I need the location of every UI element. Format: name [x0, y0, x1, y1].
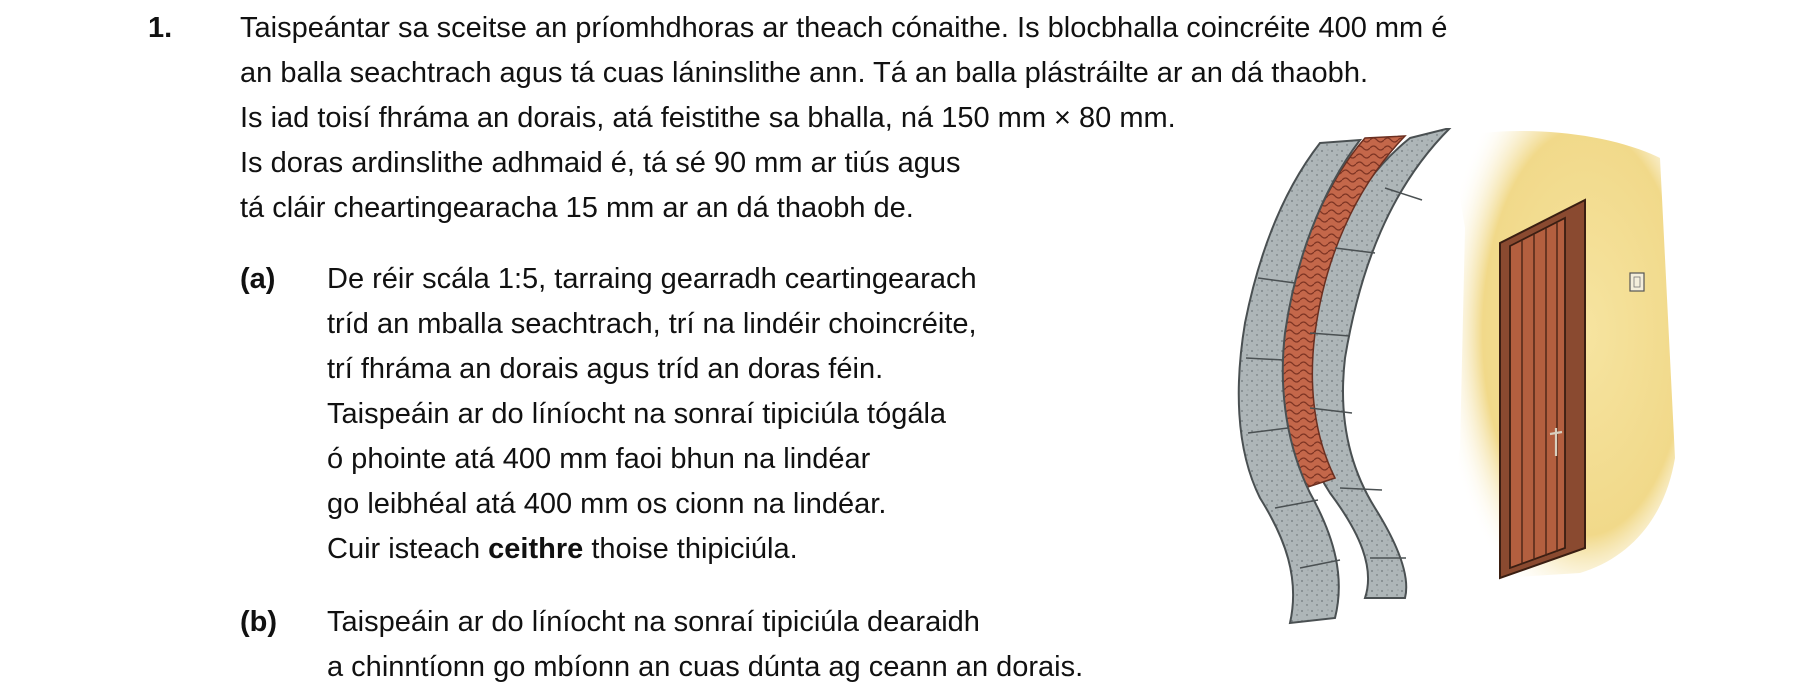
intro-line-5: tá cláir cheartingearacha 15 mm ar an dá thaobh de.: [240, 192, 914, 224]
door-wall-sketch: [1160, 128, 1680, 688]
question-number: 1.: [148, 12, 173, 44]
part-b-line-1: Taispeáin ar do líníocht na sonraí tipiciúla dearaidh: [327, 606, 980, 638]
intro-line-1: Taispeántar sa sceitse an príomhdhoras ar theach cónaithe. Is blocbhalla coincréite 400 mm é: [240, 12, 1448, 44]
intro-line-2: an balla seachtrach agus tá cuas láninslithe ann. Tá an balla plástráilte ar an dá thaobh.: [240, 57, 1368, 89]
part-a-line-1: De réir scála 1:5, tarraing gearradh ceartingearach: [327, 263, 977, 295]
part-a-line-7-suffix: thoise thipiciúla.: [583, 533, 798, 565]
part-b-line-2: a chinntíonn go mbíonn an cuas dúnta ag ceann an dorais.: [327, 651, 1084, 683]
part-a-line-4: Taispeáin ar do líníocht na sonraí tipiciúla tógála: [327, 398, 947, 430]
part-a-line-6: go leibhéal atá 400 mm os cionn na lindéar.: [327, 488, 887, 520]
intro-line-3: Is iad toisí fhráma an dorais, atá feistithe sa bhalla, ná 150 mm × 80 mm.: [240, 102, 1176, 134]
intro-line-4: Is doras ardinslithe adhmaid é, tá sé 90 mm ar tiús agus: [240, 147, 961, 179]
part-b-label: (b): [240, 606, 278, 638]
part-a-emphasis: ceithre: [488, 533, 584, 565]
part-a-line-7: [327, 527, 798, 572]
light-switch-icon: [1630, 273, 1644, 291]
part-a-line-5: ó phointe atá 400 mm faoi bhun na lindéar: [327, 443, 871, 475]
part-a-line-7-prefix: Cuir isteach: [327, 533, 489, 565]
part-a-label: (a): [240, 263, 276, 295]
part-a-line-2: tríd an mballa seachtrach, trí na lindéir choincréite,: [327, 308, 977, 340]
part-a-line-3: trí fhráma an dorais agus tríd an doras féin.: [327, 353, 884, 385]
